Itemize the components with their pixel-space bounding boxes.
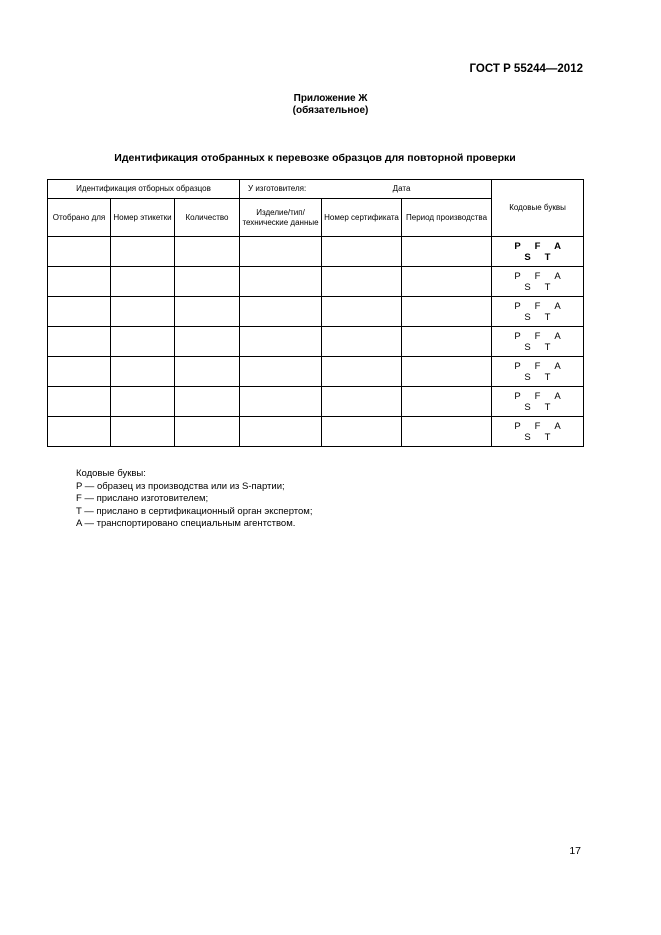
code-letter: S bbox=[524, 311, 531, 323]
column-header: Период производства bbox=[402, 199, 492, 237]
code-letter: T bbox=[544, 281, 551, 293]
table-cell bbox=[111, 327, 175, 357]
code-letter: P bbox=[514, 420, 521, 432]
table-cell bbox=[48, 357, 111, 387]
table-cell bbox=[111, 237, 175, 267]
code-letter: F bbox=[534, 300, 541, 312]
code-letters-cell bbox=[492, 387, 584, 417]
table-cell bbox=[240, 297, 322, 327]
table-cell bbox=[402, 417, 492, 447]
code-letter: F bbox=[534, 240, 541, 252]
table-cell bbox=[402, 267, 492, 297]
table-cell bbox=[322, 267, 402, 297]
code-letters-row2 bbox=[492, 432, 583, 443]
code-letters-cell bbox=[492, 267, 584, 297]
table-cell bbox=[322, 417, 402, 447]
table-cell bbox=[322, 327, 402, 357]
table-cell bbox=[402, 297, 492, 327]
code-letter: F bbox=[534, 390, 541, 402]
table-row bbox=[48, 297, 584, 327]
column-header: Номер сертификата bbox=[322, 199, 402, 237]
code-letter: A bbox=[554, 300, 561, 312]
code-letters-cell bbox=[492, 327, 584, 357]
column-header: Номер этикетки bbox=[111, 199, 175, 237]
table-cell bbox=[240, 387, 322, 417]
table-row bbox=[48, 387, 584, 417]
column-header: Количество bbox=[175, 199, 240, 237]
table-cell bbox=[402, 327, 492, 357]
code-letter: A bbox=[554, 390, 561, 402]
table-cell bbox=[175, 237, 240, 267]
table-cell bbox=[175, 417, 240, 447]
table-cell bbox=[48, 327, 111, 357]
table-cell bbox=[322, 357, 402, 387]
code-letter: T bbox=[544, 311, 551, 323]
code-letter: T bbox=[544, 371, 551, 383]
code-letters-row1 bbox=[492, 391, 583, 402]
code-letters-row2 bbox=[492, 342, 583, 353]
code-letters-row1 bbox=[492, 421, 583, 432]
table-cell bbox=[48, 387, 111, 417]
code-letter: A bbox=[554, 420, 561, 432]
table-cell bbox=[175, 357, 240, 387]
table-row bbox=[48, 327, 584, 357]
code-letter: A bbox=[554, 240, 561, 252]
table-cell bbox=[48, 417, 111, 447]
legend-item: A — транспортировано специальным агентством. bbox=[76, 518, 296, 529]
code-letters-cell bbox=[492, 417, 584, 447]
code-letter: T bbox=[544, 401, 551, 413]
code-letter: A bbox=[554, 360, 561, 372]
legend-item: T — прислано в сертификационный орган экспертом; bbox=[76, 505, 313, 517]
code-letter: A bbox=[554, 270, 561, 282]
table-cell bbox=[175, 387, 240, 417]
table-cell bbox=[240, 237, 322, 267]
table-cell bbox=[48, 237, 111, 267]
table-row bbox=[48, 237, 584, 267]
code-letter: A bbox=[554, 330, 561, 342]
table-cell bbox=[111, 357, 175, 387]
code-letters-row1 bbox=[492, 331, 583, 342]
table-cell bbox=[240, 417, 322, 447]
code-letters-cell bbox=[492, 297, 584, 327]
table-cell bbox=[175, 327, 240, 357]
code-letter: T bbox=[544, 341, 551, 353]
date-label: Дата bbox=[392, 184, 411, 193]
table-cell bbox=[240, 357, 322, 387]
table-cell bbox=[111, 417, 175, 447]
code-letter: P bbox=[514, 360, 521, 372]
code-letter: F bbox=[534, 360, 541, 372]
table-cell bbox=[175, 267, 240, 297]
table-row bbox=[48, 267, 584, 297]
legend-item: F — прислано изготовителем; bbox=[76, 493, 209, 504]
code-letter: S bbox=[524, 281, 531, 293]
table-cell bbox=[111, 267, 175, 297]
table-cell bbox=[322, 387, 402, 417]
code-letters-row2 bbox=[492, 282, 583, 293]
code-letter: S bbox=[524, 341, 531, 353]
code-letters-row2 bbox=[492, 312, 583, 323]
table-body bbox=[48, 237, 584, 447]
document-code: ГОСТ Р 55244—2012 bbox=[469, 63, 583, 75]
code-letter: S bbox=[524, 431, 531, 443]
code-letters-row2 bbox=[492, 402, 583, 413]
table-cell bbox=[240, 267, 322, 297]
table-cell bbox=[240, 327, 322, 357]
code-letter: S bbox=[524, 401, 531, 413]
page-number: 17 bbox=[569, 845, 581, 857]
code-letters-row2 bbox=[492, 252, 583, 263]
table-cell bbox=[111, 387, 175, 417]
appendix-heading bbox=[0, 93, 661, 117]
table-cell bbox=[322, 237, 402, 267]
table-cell bbox=[175, 297, 240, 327]
codes-header-cell: Кодовые буквы bbox=[492, 180, 584, 237]
appendix-label: Приложение Ж bbox=[293, 93, 368, 104]
code-letter: P bbox=[514, 270, 521, 282]
code-letter: P bbox=[514, 330, 521, 342]
code-letter: F bbox=[534, 270, 541, 282]
code-letter: P bbox=[514, 300, 521, 312]
table-cell bbox=[48, 297, 111, 327]
sample-identification-table bbox=[47, 179, 584, 447]
table-cell bbox=[48, 267, 111, 297]
code-letters-row2 bbox=[492, 372, 583, 383]
code-letters-row1 bbox=[492, 361, 583, 372]
column-header: Отобрано для bbox=[48, 199, 111, 237]
code-letters-cell bbox=[492, 357, 584, 387]
appendix-title: Идентификация отобранных к перевозке образцов для повторной проверки bbox=[114, 152, 516, 164]
code-letter: T bbox=[544, 251, 551, 263]
code-letters-row1 bbox=[492, 241, 583, 252]
legend-title: Кодовые буквы: bbox=[76, 468, 146, 479]
manufacturer-date-cell bbox=[240, 180, 492, 199]
legend-item: P — образец из производства или из S-партии; bbox=[76, 480, 285, 492]
table-cell bbox=[322, 297, 402, 327]
legend bbox=[76, 468, 312, 531]
column-header: Изделие/тип/ технические данные bbox=[240, 199, 322, 237]
code-letter: F bbox=[534, 330, 541, 342]
code-letter: F bbox=[534, 420, 541, 432]
table-header-row-1 bbox=[48, 180, 584, 199]
appendix-status: (обязательное) bbox=[292, 105, 369, 116]
manufacturer-label: У изготовителя: bbox=[248, 184, 307, 193]
table-cell bbox=[111, 297, 175, 327]
table-cell bbox=[402, 357, 492, 387]
code-letter: S bbox=[524, 251, 531, 263]
code-letter: T bbox=[544, 431, 551, 443]
table-cell bbox=[402, 387, 492, 417]
code-letter: P bbox=[514, 390, 521, 402]
code-letters-row1 bbox=[492, 301, 583, 312]
code-letter: P bbox=[514, 240, 521, 252]
group-header-cell: Идентификация отборных образцов bbox=[48, 180, 240, 199]
table-row bbox=[48, 357, 584, 387]
code-letters-cell bbox=[492, 237, 584, 267]
code-letter: S bbox=[524, 371, 531, 383]
table-row bbox=[48, 417, 584, 447]
code-letters-row1 bbox=[492, 271, 583, 282]
table-cell bbox=[402, 237, 492, 267]
